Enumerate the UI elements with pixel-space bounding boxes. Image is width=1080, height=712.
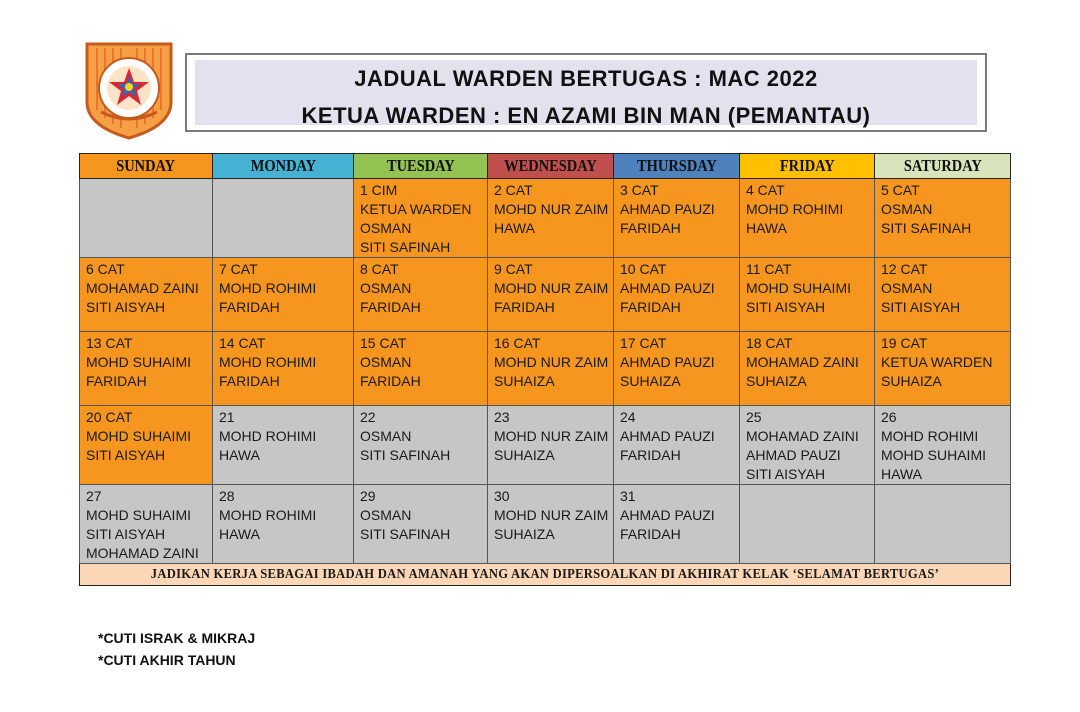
- day-header-thursday: [614, 154, 740, 179]
- warden-name: OSMAN: [360, 354, 412, 370]
- warden-name: SITI AISYAH: [746, 466, 826, 482]
- day-cell: [614, 485, 740, 564]
- day-cell: [354, 406, 488, 485]
- warden-name: MOHD NUR ZAIM: [494, 280, 609, 296]
- warden-name: MOHD ROHIMI: [881, 428, 979, 444]
- week-row: [80, 332, 1011, 406]
- day-header-wednesday: [488, 154, 614, 179]
- date-label: 26: [881, 409, 897, 425]
- day-header-row: [80, 154, 1011, 179]
- warden-name: FARIDAH: [620, 447, 681, 463]
- date-label: 10 CAT: [620, 261, 667, 277]
- date-label: 18 CAT: [746, 335, 793, 351]
- day-header-monday: [213, 154, 354, 179]
- warden-name: AHMAD PAUZI: [620, 201, 715, 217]
- day-cell: [740, 332, 875, 406]
- warden-name: MOHD NUR ZAIM: [494, 428, 609, 444]
- warden-name: MOHD ROHIMI: [219, 280, 317, 296]
- date-label: 5 CAT: [881, 182, 920, 198]
- warden-name: SITI AISYAH: [746, 299, 826, 315]
- day-cell: [875, 406, 1011, 485]
- day-cell: [80, 179, 213, 258]
- date-label: 3 CAT: [620, 182, 659, 198]
- warden-name: SUHAIZA: [494, 373, 555, 389]
- warden-name: HAWA: [746, 220, 787, 236]
- warden-name: SUHAIZA: [620, 373, 681, 389]
- warden-name: SUHAIZA: [881, 373, 942, 389]
- date-label: 9 CAT: [494, 261, 533, 277]
- warden-name: AHMAD PAUZI: [620, 428, 715, 444]
- day-cell: [213, 179, 354, 258]
- warden-name: OSMAN: [360, 220, 412, 236]
- day-cell: [740, 179, 875, 258]
- day-cell: [614, 258, 740, 332]
- warden-name: MOHD NUR ZAIM: [494, 507, 609, 523]
- date-label: 22: [360, 409, 376, 425]
- day-header-label: THURSDAY: [636, 156, 717, 175]
- date-label: 30: [494, 488, 510, 504]
- day-cell: [614, 179, 740, 258]
- date-label: 20 CAT: [86, 409, 133, 425]
- day-header-sunday: [80, 154, 213, 179]
- day-cell: [488, 406, 614, 485]
- day-cell: [354, 258, 488, 332]
- warden-name: SITI AISYAH: [86, 526, 166, 542]
- warden-name: HAWA: [881, 466, 922, 482]
- day-cell: [213, 485, 354, 564]
- date-label: 29: [360, 488, 376, 504]
- notes: [98, 627, 255, 671]
- warden-name: FARIDAH: [86, 373, 147, 389]
- date-label: 1 CIM: [360, 182, 398, 198]
- warden-name: FARIDAH: [360, 299, 421, 315]
- warden-name: SITI AISYAH: [86, 299, 166, 315]
- date-label: 7 CAT: [219, 261, 258, 277]
- day-cell: [354, 179, 488, 258]
- day-cell: [80, 406, 213, 485]
- week-row: [80, 406, 1011, 485]
- title-banner: [195, 60, 977, 128]
- day-header-label: MONDAY: [250, 156, 316, 175]
- day-cell: [488, 258, 614, 332]
- date-label: 31: [620, 488, 636, 504]
- school-crest-icon: [83, 40, 175, 140]
- day-cell: [740, 406, 875, 485]
- day-cell: [488, 179, 614, 258]
- warden-name: SITI AISYAH: [86, 447, 166, 463]
- date-label: 17 CAT: [620, 335, 667, 351]
- day-cell: [875, 179, 1011, 258]
- duty-calendar: [79, 153, 1011, 586]
- day-header-label: SATURDAY: [903, 156, 982, 175]
- date-label: 12 CAT: [881, 261, 928, 277]
- warden-name: SITI SAFINAH: [360, 447, 451, 463]
- day-header-label: SUNDAY: [116, 156, 176, 175]
- warden-name: SUHAIZA: [746, 373, 807, 389]
- warden-name: KETUA WARDEN: [881, 354, 993, 370]
- day-cell: [614, 406, 740, 485]
- warden-name: AHMAD PAUZI: [746, 447, 841, 463]
- warden-name: OSMAN: [360, 428, 412, 444]
- day-header-label: WEDNESDAY: [504, 156, 597, 175]
- warden-name: MOHD ROHIMI: [219, 354, 317, 370]
- date-label: 25: [746, 409, 762, 425]
- day-cell: [740, 258, 875, 332]
- warden-name: MOHD SUHAIMI: [746, 280, 851, 296]
- warden-name: FARIDAH: [219, 373, 280, 389]
- warden-name: KETUA WARDEN: [360, 201, 472, 217]
- warden-name: FARIDAH: [219, 299, 280, 315]
- day-cell: [213, 332, 354, 406]
- date-label: 14 CAT: [219, 335, 266, 351]
- warden-name: MOHD ROHIMI: [219, 507, 317, 523]
- day-header-label: TUESDAY: [386, 156, 455, 175]
- day-header-label: FRIDAY: [779, 156, 835, 175]
- warden-name: OSMAN: [360, 507, 412, 523]
- warden-name: MOHD SUHAIMI: [881, 447, 986, 463]
- warden-name: AHMAD PAUZI: [620, 280, 715, 296]
- week-row: [80, 179, 1011, 258]
- week-row: [80, 258, 1011, 332]
- date-label: 24: [620, 409, 636, 425]
- day-cell: [80, 258, 213, 332]
- warden-name: MOHD NUR ZAIM: [494, 201, 609, 217]
- note-israk-mikraj: *CUTI ISRAK & MIKRAJ: [98, 630, 256, 646]
- day-cell: [354, 485, 488, 564]
- date-label: 16 CAT: [494, 335, 541, 351]
- date-label: 21: [219, 409, 235, 425]
- date-label: 19 CAT: [881, 335, 928, 351]
- warden-name: MOHAMAD ZAINI: [746, 428, 859, 444]
- warden-name: SITI SAFINAH: [881, 220, 972, 236]
- warden-name: SUHAIZA: [494, 447, 555, 463]
- day-cell: [213, 258, 354, 332]
- warden-name: OSMAN: [881, 280, 933, 296]
- warden-name: SITI SAFINAH: [360, 526, 451, 542]
- warden-name: MOHD ROHIMI: [219, 428, 317, 444]
- motto-text: JADIKAN KERJA SEBAGAI IBADAH DAN AMANAH YANG AKAN DIPERSOALKAN DI AKHIRAT KELAK ‘SELAMAT BERTUGAS’: [150, 566, 940, 582]
- warden-name: MOHAMAD ZAINI: [746, 354, 859, 370]
- day-cell: [488, 485, 614, 564]
- warden-name: OSMAN: [881, 201, 933, 217]
- day-cell: [875, 258, 1011, 332]
- warden-name: FARIDAH: [494, 299, 555, 315]
- warden-name: FARIDAH: [620, 526, 681, 542]
- week-row: [80, 485, 1011, 564]
- warden-name: SITI AISYAH: [881, 299, 961, 315]
- warden-name: AHMAD PAUZI: [620, 507, 715, 523]
- warden-name: MOHD SUHAIMI: [86, 428, 191, 444]
- schedule-title: JADUAL WARDEN BERTUGAS : MAC 2022: [354, 66, 818, 91]
- warden-name: FARIDAH: [620, 299, 681, 315]
- day-header-friday: [740, 154, 875, 179]
- date-label: 23: [494, 409, 510, 425]
- warden-name: FARIDAH: [360, 373, 421, 389]
- note-year-end-holiday: *CUTI AKHIR TAHUN: [98, 652, 236, 668]
- warden-name: SITI SAFINAH: [360, 239, 451, 255]
- date-label: 28: [219, 488, 235, 504]
- date-label: 6 CAT: [86, 261, 125, 277]
- warden-name: OSMAN: [360, 280, 412, 296]
- warden-name: SUHAIZA: [494, 526, 555, 542]
- warden-name: MOHD SUHAIMI: [86, 507, 191, 523]
- day-cell: [740, 485, 875, 564]
- date-label: 2 CAT: [494, 182, 533, 198]
- day-header-saturday: [875, 154, 1011, 179]
- day-cell: [213, 406, 354, 485]
- date-label: 4 CAT: [746, 182, 785, 198]
- title-box: [185, 53, 987, 132]
- warden-name: FARIDAH: [620, 220, 681, 236]
- warden-name: AHMAD PAUZI: [620, 354, 715, 370]
- warden-name: MOHD NUR ZAIM: [494, 354, 609, 370]
- head-warden-line: KETUA WARDEN : EN AZAMI BIN MAN (PEMANTAU): [301, 103, 871, 128]
- date-label: 11 CAT: [746, 261, 792, 277]
- day-cell: [614, 332, 740, 406]
- day-cell: [80, 485, 213, 564]
- warden-name: MOHD SUHAIMI: [86, 354, 191, 370]
- date-label: 15 CAT: [360, 335, 407, 351]
- day-cell: [488, 332, 614, 406]
- day-cell: [354, 332, 488, 406]
- warden-name: MOHAMAD ZAINI: [86, 280, 199, 296]
- motto-banner: [80, 564, 1011, 586]
- day-cell: [875, 332, 1011, 406]
- date-label: 8 CAT: [360, 261, 399, 277]
- day-cell: [80, 332, 213, 406]
- warden-name: HAWA: [219, 447, 260, 463]
- warden-name: HAWA: [219, 526, 260, 542]
- warden-name: MOHD ROHIMI: [746, 201, 844, 217]
- warden-name: MOHAMAD ZAINI: [86, 545, 199, 561]
- date-label: 27: [86, 488, 102, 504]
- day-cell: [875, 485, 1011, 564]
- day-header-tuesday: [354, 154, 488, 179]
- warden-name: HAWA: [494, 220, 535, 236]
- date-label: 13 CAT: [86, 335, 133, 351]
